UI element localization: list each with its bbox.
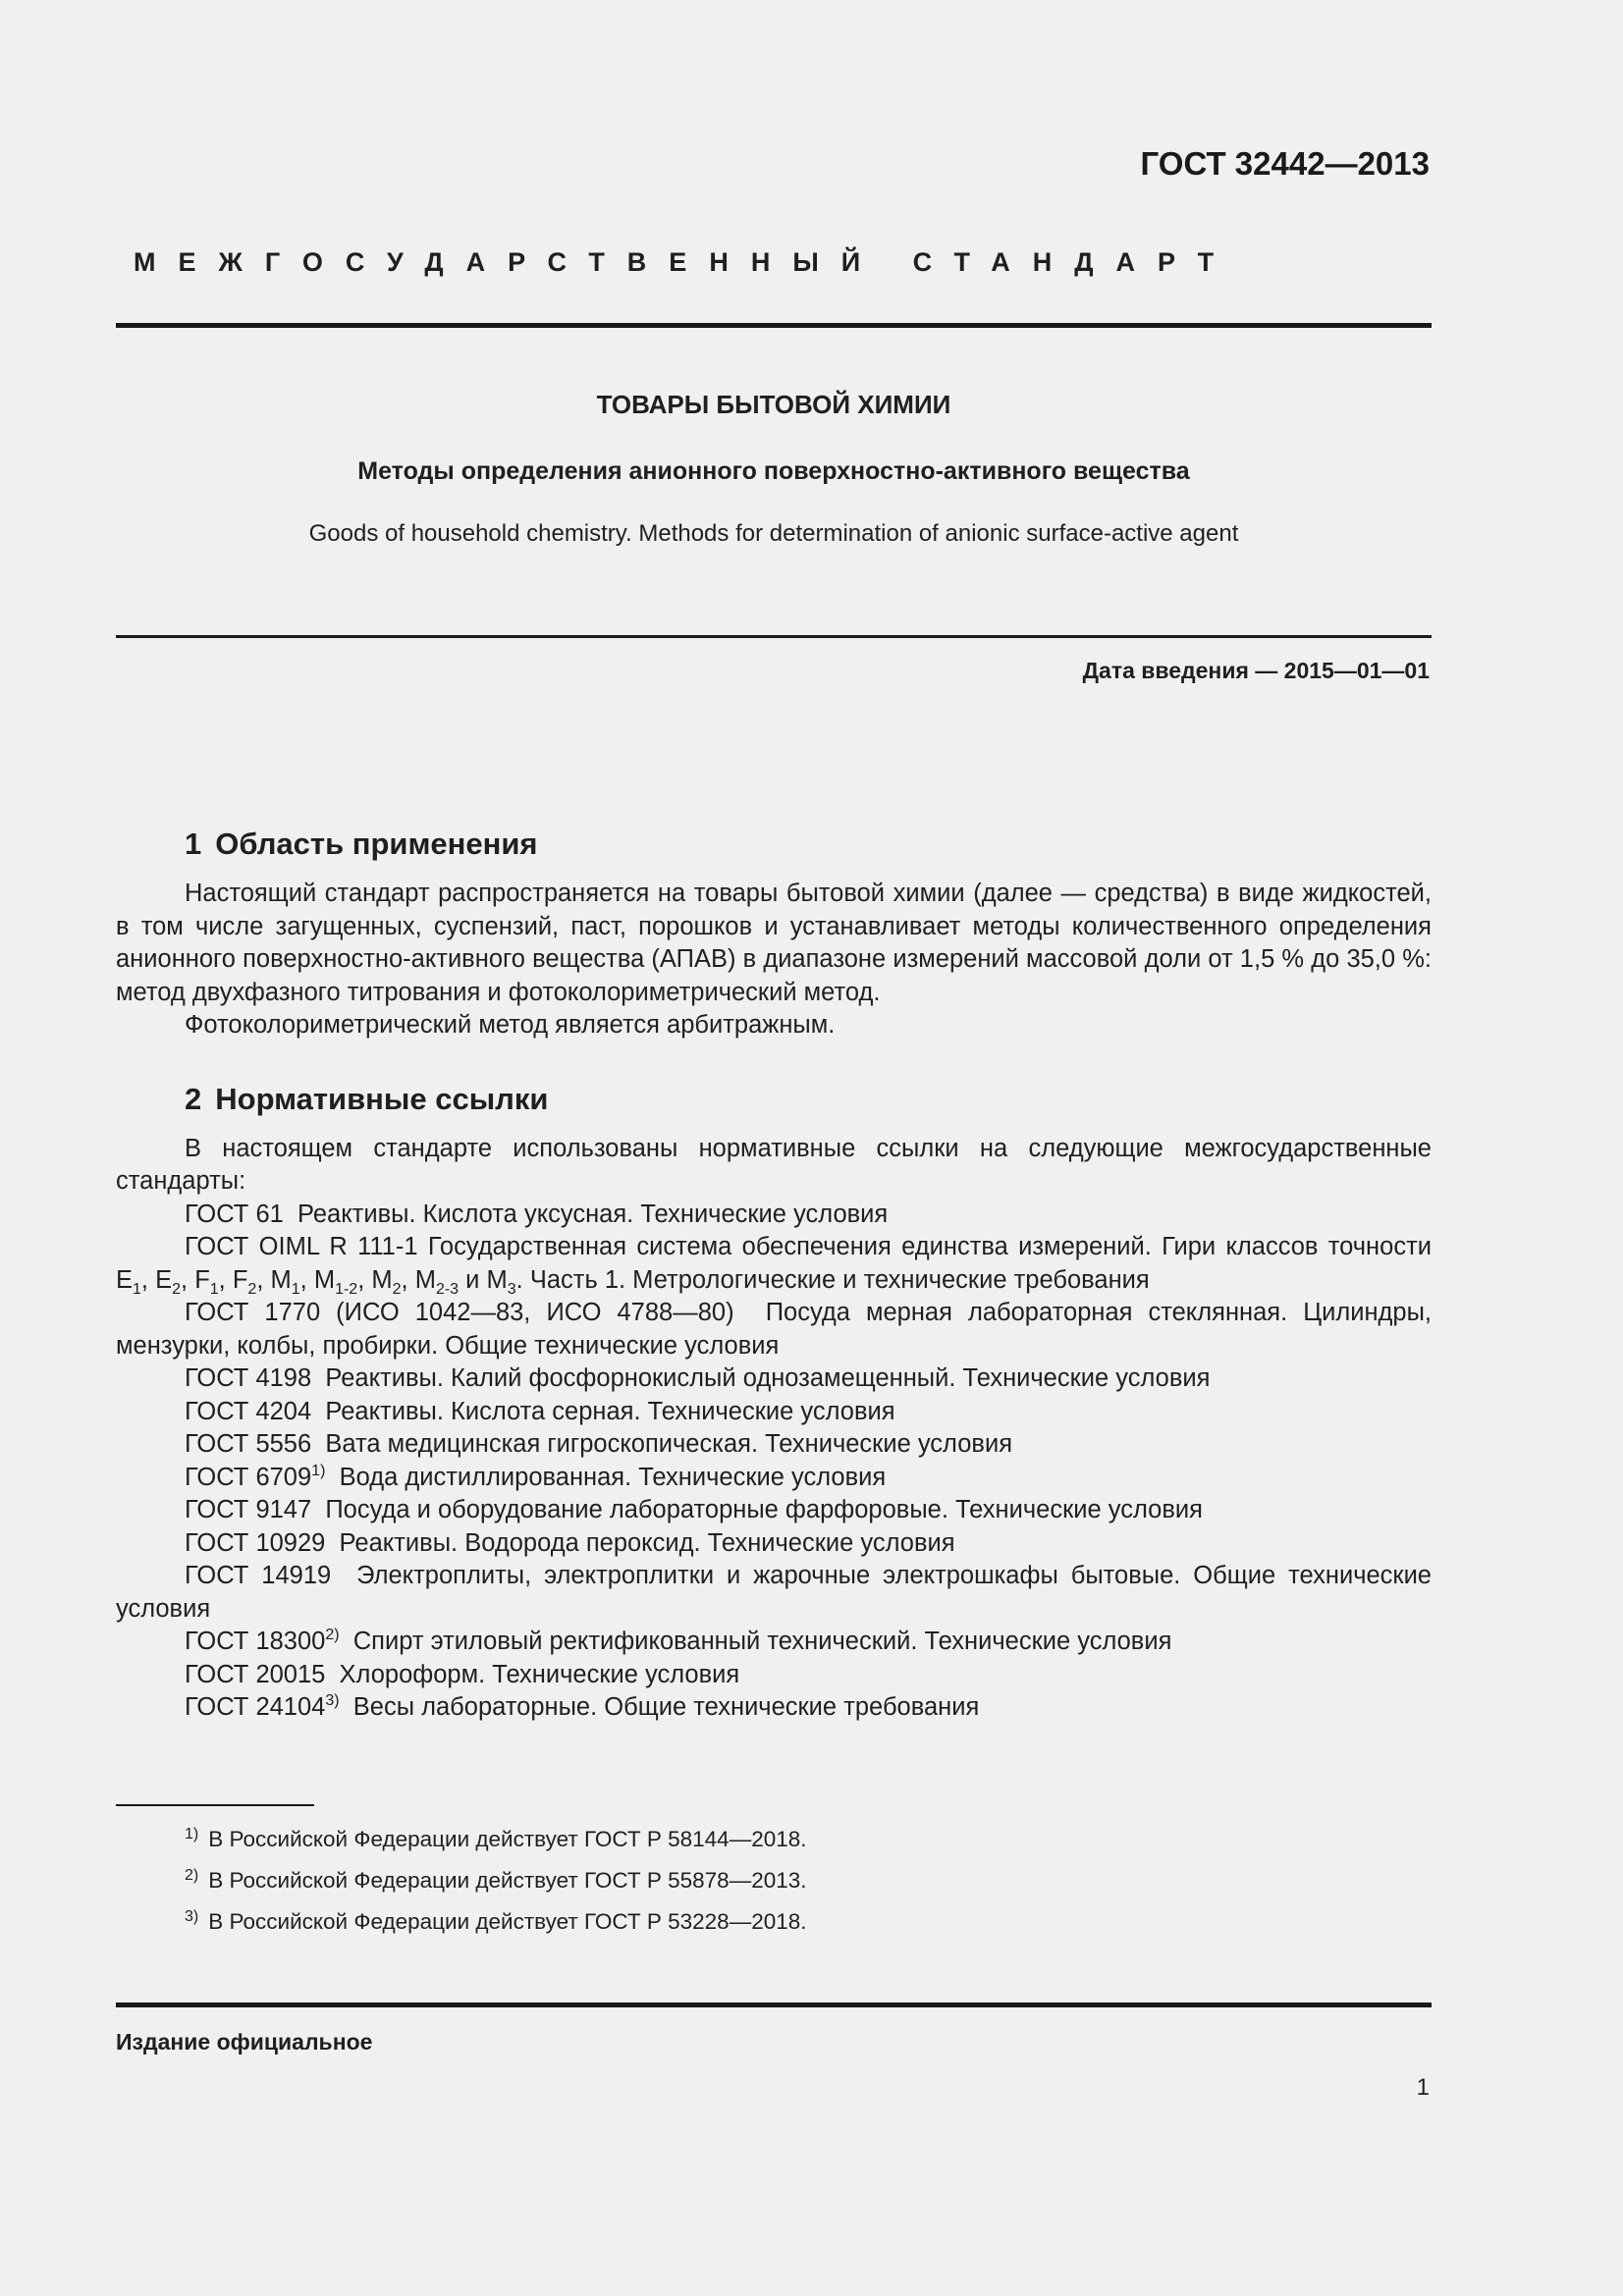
header-rule	[116, 323, 1432, 328]
section-number: 2	[185, 1081, 202, 1116]
footnote-ref: 2)	[325, 1627, 340, 1643]
reference-text: Посуда и оборудование лабораторные фарфоровые. Технические условия	[325, 1496, 1203, 1523]
reference-code: ГОСТ 6709	[185, 1463, 312, 1491]
footnote: $^{3)}$ В Российской Федерации действует ГОСТ Р 53228—2018.	[185, 1908, 807, 1934]
standard-code: ГОСТ 32442—2013	[1140, 145, 1430, 182]
section-title: Нормативные ссылки	[215, 1081, 549, 1116]
reference-text: Спирт этиловый ректификованный технический. Технические условия	[352, 1628, 1172, 1655]
reference-item	[116, 1462, 1432, 1495]
footnote-ref: 3)	[325, 1692, 340, 1709]
reference-code: ГОСТ 18300	[185, 1628, 326, 1655]
reference-code: ГОСТ OIML R 111-1	[185, 1233, 418, 1260]
section-1-paragraph: Настоящий стандарт распространяется на товары бытовой химии (далее — средства) в виде жидкостей, в том числе загущенных, суспензий, паст, порошков и устанавливает методы количественного определения анионного поверхностно-активного вещества (АПАВ) в диапазоне измерений массовой доли от 1,5 % до 35,0 %: метод двухфазного титрования и фотоколориметрический метод.	[116, 880, 1432, 1006]
footnote-ref: 1)	[311, 1462, 326, 1479]
reference-code: ГОСТ 5556	[185, 1430, 312, 1458]
document-title: ТОВАРЫ БЫТОВОЙ ХИМИИ	[596, 390, 951, 419]
reference-text: Хлороформ. Технические условия	[339, 1660, 740, 1688]
reference-code: ГОСТ 4204	[185, 1397, 312, 1425]
reference-text: Посуда мерная лабораторная стеклянная. Цилиндры, мензурки, колбы, пробирки. Общие технические условия	[116, 1299, 1433, 1360]
main-content	[116, 825, 1432, 1725]
reference-text: Реактивы. Кислота серная. Технические условия	[325, 1397, 895, 1425]
reference-text: Вода дистиллированная. Технические условия	[339, 1463, 887, 1491]
reference-item	[116, 1396, 1432, 1429]
reference-code: ГОСТ 20015	[185, 1660, 326, 1688]
footer-rule	[116, 2002, 1432, 2007]
reference-item	[116, 1626, 1432, 1659]
footnote-rule	[116, 1804, 314, 1806]
reference-item: ГОСТ OIML R 111-1 Государственная система обеспечения единства измерений. Гири классов точности $E_1$, $E_2$, $F_1$, $F_2$, $M_1$, $M_{1-2}$, $M_2$, $M_{2-3}$ и $M_3$. Часть 1. Метрологические и технические требования	[116, 1233, 1432, 1298]
section-title: Область применения	[215, 827, 538, 861]
reference-item	[116, 1428, 1432, 1462]
document-title-english: Goods of household chemistry. Methods for determination of anionic surface-active agent	[308, 520, 1239, 547]
reference-text: Реактивы. Кислота уксусная. Технические условия	[297, 1200, 889, 1228]
standard-kind: МЕЖГОСУДАРСТВЕННЫЙ СТАНДАРТ	[134, 247, 1237, 277]
reference-text: Весы лабораторные. Общие технические требования	[352, 1693, 980, 1721]
document-subtitle: Методы определения анионного поверхностно-активного вещества	[357, 457, 1190, 485]
reference-text: Электроплиты, электроплитки и жарочные электрошкафы бытовые. Общие технические условия	[116, 1562, 1432, 1623]
reference-text: Реактивы. Калий фосфорнокислый однозамещенный. Технические условия	[325, 1364, 1211, 1392]
section-2-heading	[116, 1080, 1432, 1119]
reference-item	[116, 1659, 1432, 1692]
reference-item	[116, 1297, 1432, 1362]
reference-code: ГОСТ 1770 (ИСО 1042—83, ИСО 4788—80)	[185, 1299, 734, 1326]
edition-label: Издание официальное	[116, 2029, 373, 2055]
reference-item	[116, 1362, 1432, 1396]
section-1-heading	[116, 825, 1432, 864]
reference-code: ГОСТ 61	[185, 1200, 284, 1228]
section-2-intro: В настоящем стандарте использованы нормативные ссылки на следующие межгосударственные стандарты:	[116, 1134, 1432, 1195]
reference-code: ГОСТ 24104	[185, 1693, 326, 1721]
reference-code: ГОСТ 4198	[185, 1364, 312, 1392]
reference-code: ГОСТ 10929	[185, 1528, 326, 1557]
introduction-date: Дата введения — 2015—01—01	[1082, 658, 1430, 683]
page-number: 1	[1416, 2074, 1430, 2101]
reference-item	[116, 1527, 1432, 1561]
reference-text: Реактивы. Водорода пероксид. Технические условия	[339, 1528, 955, 1557]
footnotes	[185, 1816, 807, 1940]
reference-item	[116, 1691, 1432, 1725]
reference-text: Вата медицинская гигроскопическая. Технические условия	[325, 1430, 1012, 1458]
section-1-paragraph: Фотоколориметрический метод является арбитражным.	[185, 1011, 836, 1039]
section-number: 1	[185, 827, 202, 861]
reference-code: ГОСТ 9147	[185, 1496, 312, 1523]
reference-item	[116, 1199, 1432, 1232]
reference-text: Государственная система обеспечения единства измерений. Гири классов точности	[427, 1233, 1432, 1260]
reference-item	[116, 1494, 1432, 1527]
footnote: $^{2)}$ В Российской Федерации действует ГОСТ Р 55878—2013.	[185, 1867, 807, 1893]
reference-item	[116, 1560, 1432, 1626]
reference-code: ГОСТ 14919	[185, 1562, 332, 1589]
title-rule	[116, 635, 1432, 638]
footnote: $^{1)}$ В Российской Федерации действует ГОСТ Р 58144—2018.	[185, 1826, 807, 1851]
